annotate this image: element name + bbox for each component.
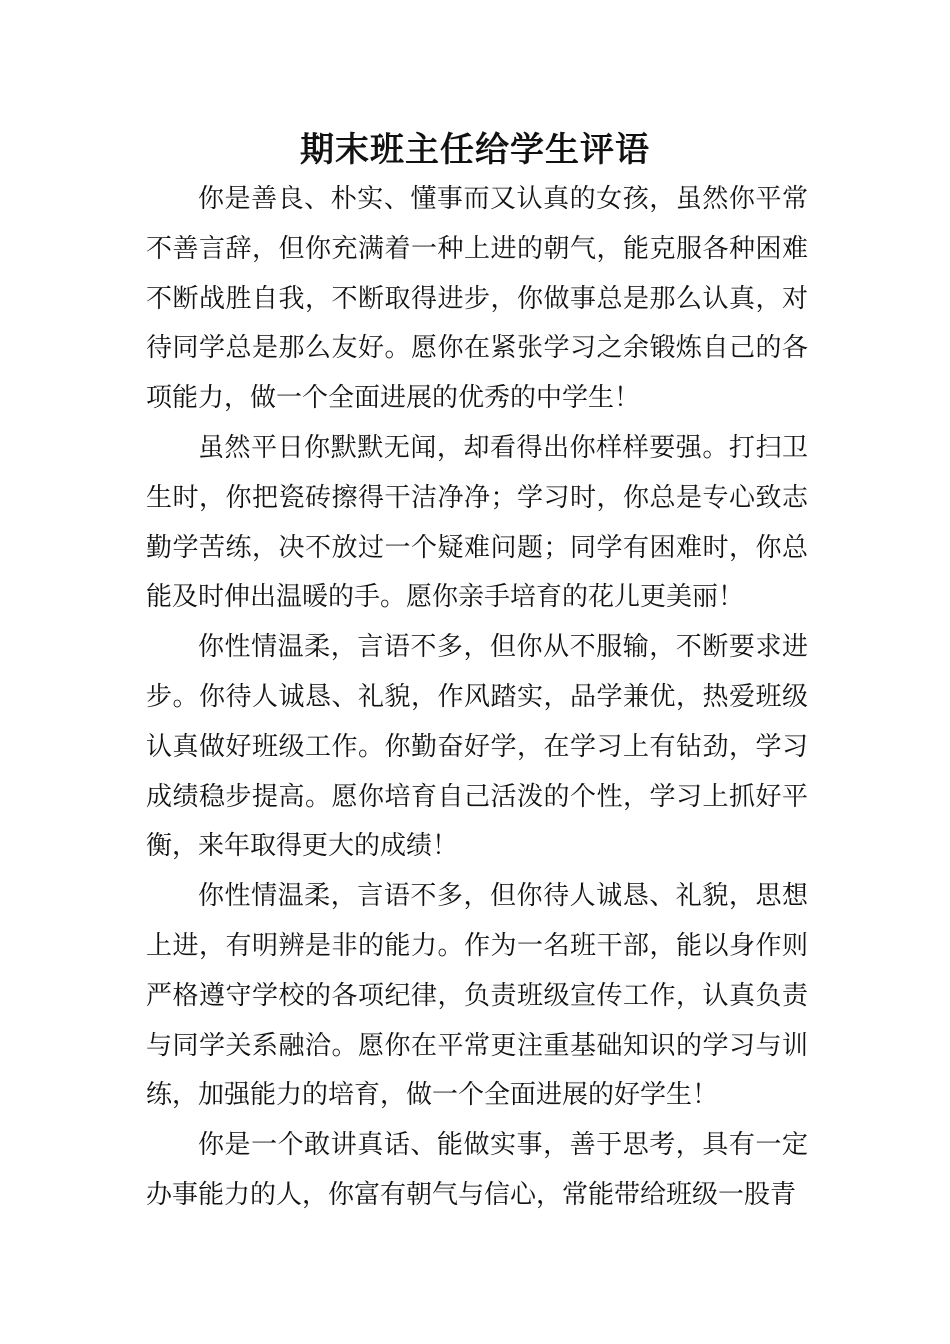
document-body — [146, 175, 808, 1221]
paragraph-1: 你是善良、朴实、懂事而又认真的女孩，虽然你平常不善言辞，但你充满着一种上进的朝气，能克服各种困难不断战胜自我，不断取得进步，你做事总是那么认真，对待同学总是那么友好。愿你在紧张学习之余锻炼自己的各项能力，做一个全面进展的优秀的中学生！ — [146, 184, 808, 414]
paragraph-3: 你性情温柔，言语不多，但你从不服输，不断要求进步。你待人诚恳、礼貌，作风踏实，品学兼优，热爱班级认真做好班级工作。你勤奋好学，在学习上有钻劲，学习成绩稳步提高。愿你培育自己活泼的个性，学习上抓好平衡，来年取得更大的成绩！ — [146, 632, 808, 862]
paragraph-4: 你性情温柔，言语不多，但你待人诚恳、礼貌，思想上进，有明辨是非的能力。作为一名班干部，能以身作则严格遵守学校的各项纪律，负责班级宣传工作，认真负责与同学关系融洽。愿你在平常更注重基础知识的学习与训练，加强能力的培育，做一个全面进展的好学生！ — [146, 881, 808, 1111]
paragraph-5: 你是一个敢讲真话、能做实事，善于思考，具有一定办事能力的人，你富有朝气与信心，常能带给班级一股青 — [146, 1130, 808, 1210]
document-title: 期末班主任给学生评语 — [300, 130, 650, 170]
paragraph-2: 虽然平日你默默无闻，却看得出你样样要强。打扫卫生时，你把瓷砖擦得干洁净净；学习时，你总是专心致志勤学苦练，决不放过一个疑难问题；同学有困难时，你总能及时伸出温暖的手。愿你亲手培育的花儿更美丽！ — [146, 432, 808, 613]
